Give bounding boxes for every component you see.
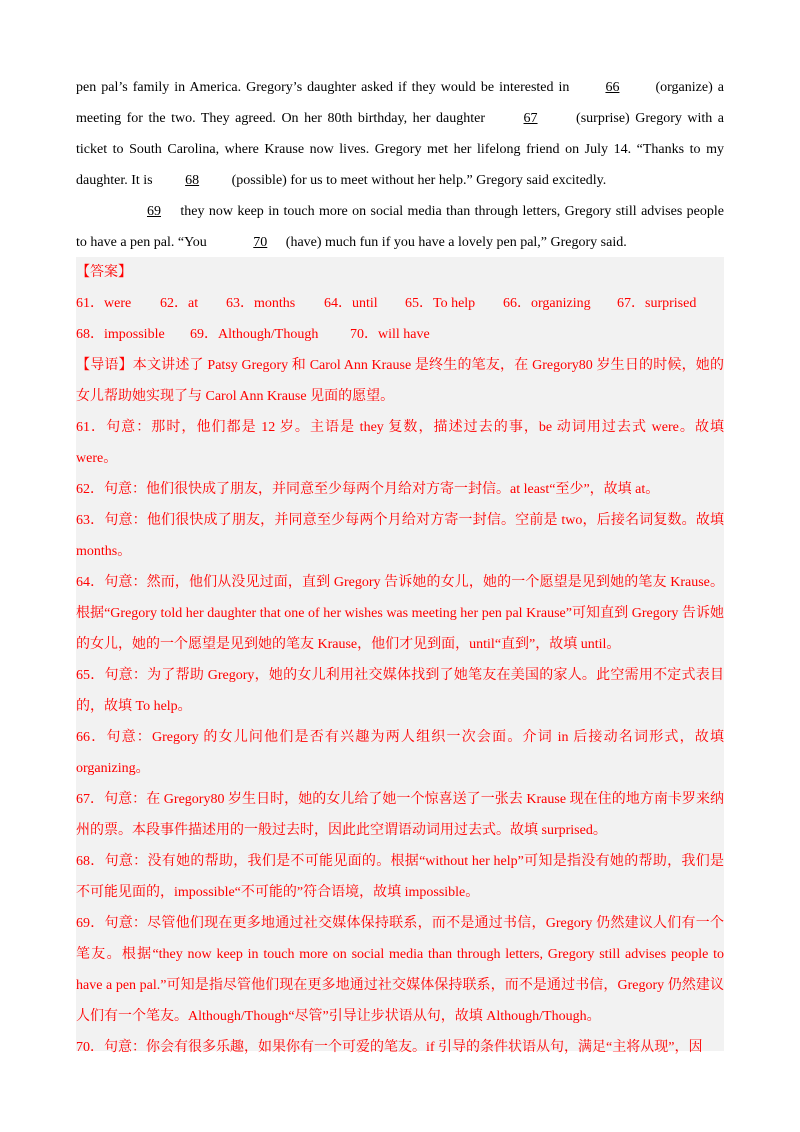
answer-label: 【答案】 <box>76 265 132 280</box>
answer-item: 66．organizing <box>503 296 591 311</box>
explanation-63: 63．句意：他们很快成了朋友，并同意至少每两个月给对方寄一封信。空前是 two，后接名词复数。故填 months。 <box>76 513 724 559</box>
passage-paragraph-2 <box>76 196 724 258</box>
explanation-61: 61．句意：那时，他们都是 12 岁。主语是 they 复数，描述过去的事，be 动词用过去式 were。故填 were。 <box>76 420 724 466</box>
blank-69: 69 <box>147 204 161 219</box>
answer-item: 64．until <box>324 296 378 311</box>
passage <box>76 72 724 258</box>
blank-67: 67 <box>523 111 538 126</box>
passage-text: pen pal’s family in America. Gregory’s daughter asked if they would be interested in <box>76 80 575 95</box>
answer-item: 67．surprised <box>617 296 697 311</box>
passage-text: (possible) for us to meet without her help.” Gregory said excitedly. <box>228 173 607 188</box>
explanation-67: 67．句意：在 Gregory80 岁生日时，她的女儿给了她一个惊喜送了一张去 Krause 现在住的地方南卡罗来纳州的票。本段事件描述用的一般过去时，因此此空谓语动词用过去式。故填 surprised。 <box>76 792 724 838</box>
explanation-68: 68．句意：没有她的帮助，我们是不可能见面的。根据“without her help”可知是指没有她的帮助，我们是不可能见面的，impossible“不可能的”符合语境，故填 impossible。 <box>76 854 724 900</box>
explanation-70: 70．句意：你会有很多乐趣，如果你有一个可爱的笔友。if 引导的条件状语从句，满足“主将从现”，因 <box>76 1040 703 1055</box>
passage-text: (surprise) Gregory with a ticket to South Carolina, where Krause now lives. Gregory met her lifelong friend on July 14. “Thanks to my daughter. It is <box>76 111 724 188</box>
answer-section <box>76 257 724 1055</box>
passage-text: they now keep in touch more on social media than through letters, Gregory still advises people to have a pen pal. “You <box>76 204 724 250</box>
answer-item: 69．Although/Though <box>190 327 319 342</box>
passage-text: (have) much fun if you have a lovely pen pal,” Gregory said. <box>282 235 627 250</box>
blank-68: 68 <box>185 173 200 188</box>
explanation-66: 66．句意：Gregory 的女儿问他们是否有兴趣为两人组织一次会面。介词 in 后接动名词形式，故填 organizing。 <box>76 730 724 776</box>
explanation-62: 62．句意：他们很快成了朋友，并同意至少每两个月给对方寄一封信。at least“至少”，故填 at。 <box>76 482 660 497</box>
blank-70: 70 <box>253 235 268 250</box>
answer-content <box>76 257 724 1063</box>
explanation-64: 64．句意：然而，他们从没见过面，直到 Gregory 告诉她的女儿，她的一个愿望是见到她的笔友 Krause。根据“Gregory told her daughter that one of her wishes was meeting her pen pal Krause”可知直到 Gregory 告诉她的女儿，她的一个愿望是见到她的笔友 Krause，他们才见到面，until“直到”，故填 until。 <box>76 575 724 652</box>
answer-item: 63．months <box>226 296 296 311</box>
explanation-69: 69．句意：尽管他们现在更多地通过社交媒体保持联系，而不是通过书信，Gregory 仍然建议人们有一个笔友。根据“they now keep in touch more on social media than through letters, Gregory still advises people to have a pen pal.”可知是指尽管他们现在更多地通过社交媒体保持联系，而不是通过书信，Gregory 仍然建议人们有一个笔友。Although/Though“尽管”引导让步状语从句，故填 Although/Though。 <box>76 916 724 1024</box>
guide-text: 【导语】本文讲述了 Patsy Gregory 和 Carol Ann Krause 是终生的笔友，在 Gregory80 岁生日的时候，她的女儿帮助她实现了与 Carol Ann Krause 见面的愿望。 <box>76 358 724 404</box>
answer-row-1 <box>76 288 724 319</box>
answer-item: 65．To help <box>405 296 476 311</box>
passage-paragraph-1 <box>76 72 724 196</box>
answer-row-2 <box>76 319 724 350</box>
answer-item: 61．were <box>76 296 132 311</box>
explanation-65: 65．句意：为了帮助 Gregory，她的女儿利用社交媒体找到了她笔友在美国的家人。此空需用不定式表目的，故填 To help。 <box>76 668 724 714</box>
passage-text: (organize) a meeting for the two. They agreed. On her 80th birthday, her daughter <box>76 80 724 126</box>
answer-item: 62．at <box>160 296 199 311</box>
answer-item: 68．impossible <box>76 327 165 342</box>
blank-66: 66 <box>605 80 620 95</box>
answer-item: 70．will have <box>350 327 430 342</box>
